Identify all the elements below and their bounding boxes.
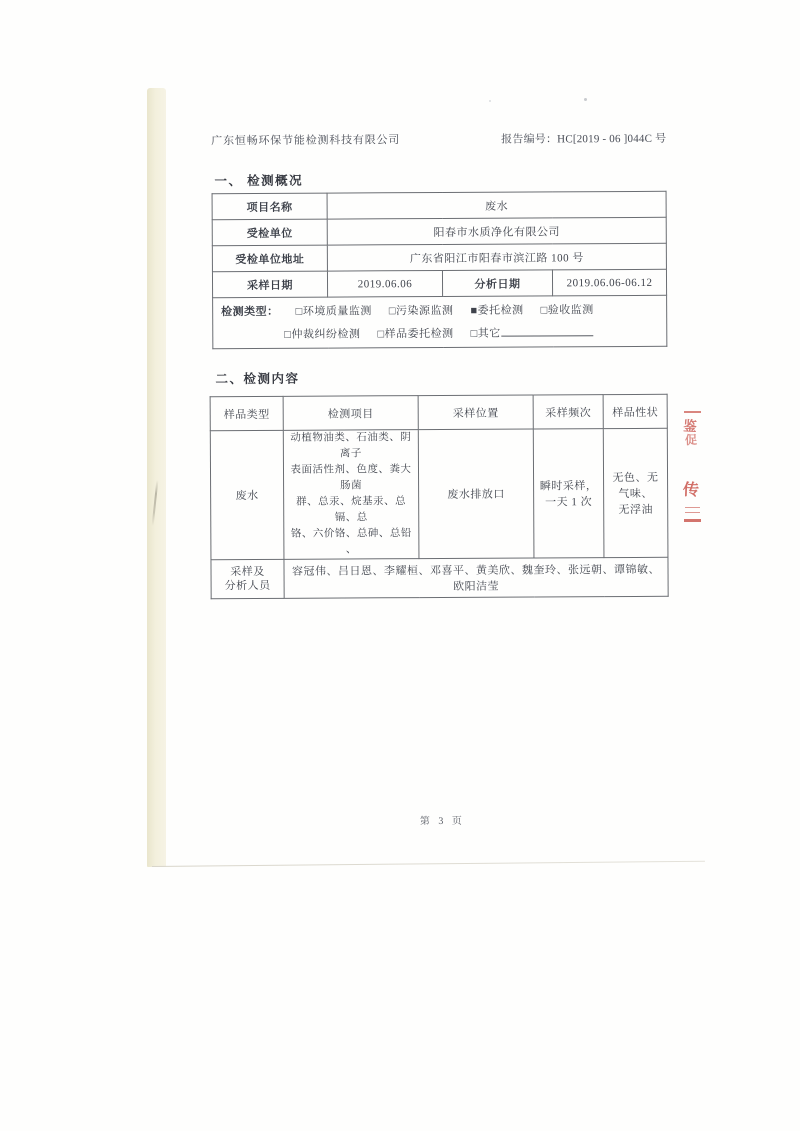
report-number: 报告编号：HC[2019 - 06 ]044C 号 xyxy=(501,132,667,146)
row-label: 受检单位 xyxy=(212,219,327,246)
document-header xyxy=(211,130,666,148)
test-items: 动植物油类、石油类、阴离子 表面活性剂、色度、粪大肠菌 群、总汞、烷基汞、总镉、总 铬、六价铬、总砷、总铅 、 xyxy=(283,430,419,560)
checkbox-option: □环境质量监测 xyxy=(295,305,372,318)
row-label: 受检单位地址 xyxy=(212,245,327,272)
column-header: 采样位置 xyxy=(418,395,533,430)
table-row-dates xyxy=(212,269,666,297)
blank-underline xyxy=(502,325,594,336)
checkbox-option-checked: ■委托检测 xyxy=(470,304,524,317)
test-type-label: 检测类型： xyxy=(221,305,279,319)
page-number: 第 3 页 xyxy=(419,815,465,828)
table-row xyxy=(212,191,666,219)
stamp-glyph: 鉴 xyxy=(682,419,697,436)
personnel-label: 采样及 分析人员 xyxy=(211,559,284,598)
company-name: 广东恒畅环保节能检测科技有限公司 xyxy=(211,134,401,148)
table-row-test-type xyxy=(213,295,667,348)
sampling-frequency: 瞬时采样， 一天 1 次 xyxy=(533,429,604,558)
column-header: 检测项目 xyxy=(283,396,418,431)
column-header: 样品类型 xyxy=(210,396,283,430)
overview-table xyxy=(212,191,668,349)
content-table xyxy=(210,394,669,599)
checkbox-option: □验收监测 xyxy=(540,304,594,317)
test-type-line1 xyxy=(221,301,658,319)
table-row xyxy=(212,243,666,271)
personnel-row xyxy=(211,557,668,598)
stamp-bar xyxy=(684,411,701,413)
test-type-cell xyxy=(213,295,667,348)
row-label: 采样日期 xyxy=(212,271,327,298)
table-row xyxy=(212,217,666,245)
checkbox-option: □污染源监测 xyxy=(388,304,454,318)
sample-type: 废水 xyxy=(210,430,284,559)
content-table-header-row xyxy=(210,394,667,430)
personnel-names: 容冠伟、吕日恩、李耀桓、邓喜平、黄美欣、魏奎玲、张远朝、谭锦敏、欧阳洁莹 xyxy=(284,557,668,598)
section-title-content: 二、检测内容 xyxy=(215,371,300,387)
row-value: 废水 xyxy=(327,191,666,219)
stamp-bar xyxy=(684,519,701,522)
row-value: 广东省阳江市阳春市滨江路 100 号 xyxy=(327,243,666,271)
red-stamp-fragment xyxy=(681,411,707,525)
column-header: 样品性状 xyxy=(603,394,667,428)
checkbox-option: □样品委托检测 xyxy=(377,327,454,341)
stamp-small-text xyxy=(685,507,700,513)
sampling-location: 废水排放口 xyxy=(418,429,534,559)
column-header: 采样频次 xyxy=(533,395,603,429)
row-value: 阳春市水质净化有限公司 xyxy=(327,217,666,245)
sample-character: 无色、无气味、 无浮油 xyxy=(603,428,668,557)
sample-data-row xyxy=(210,428,668,559)
section-title-overview: 一、 检测概况 xyxy=(214,173,304,189)
test-type-line2 xyxy=(284,324,658,342)
row-label: 分析日期 xyxy=(442,270,552,297)
checkbox-option: □仲裁纠纷检测 xyxy=(284,328,361,341)
stamp-glyph: 促 xyxy=(684,432,698,448)
stamp-glyph: 传 xyxy=(682,481,700,500)
analysis-date: 2019.06.06-06.12 xyxy=(552,269,666,296)
sampling-date: 2019.06.06 xyxy=(327,270,442,297)
checkbox-option-other: □其它 xyxy=(471,324,594,341)
row-label: 项目名称 xyxy=(212,193,327,220)
